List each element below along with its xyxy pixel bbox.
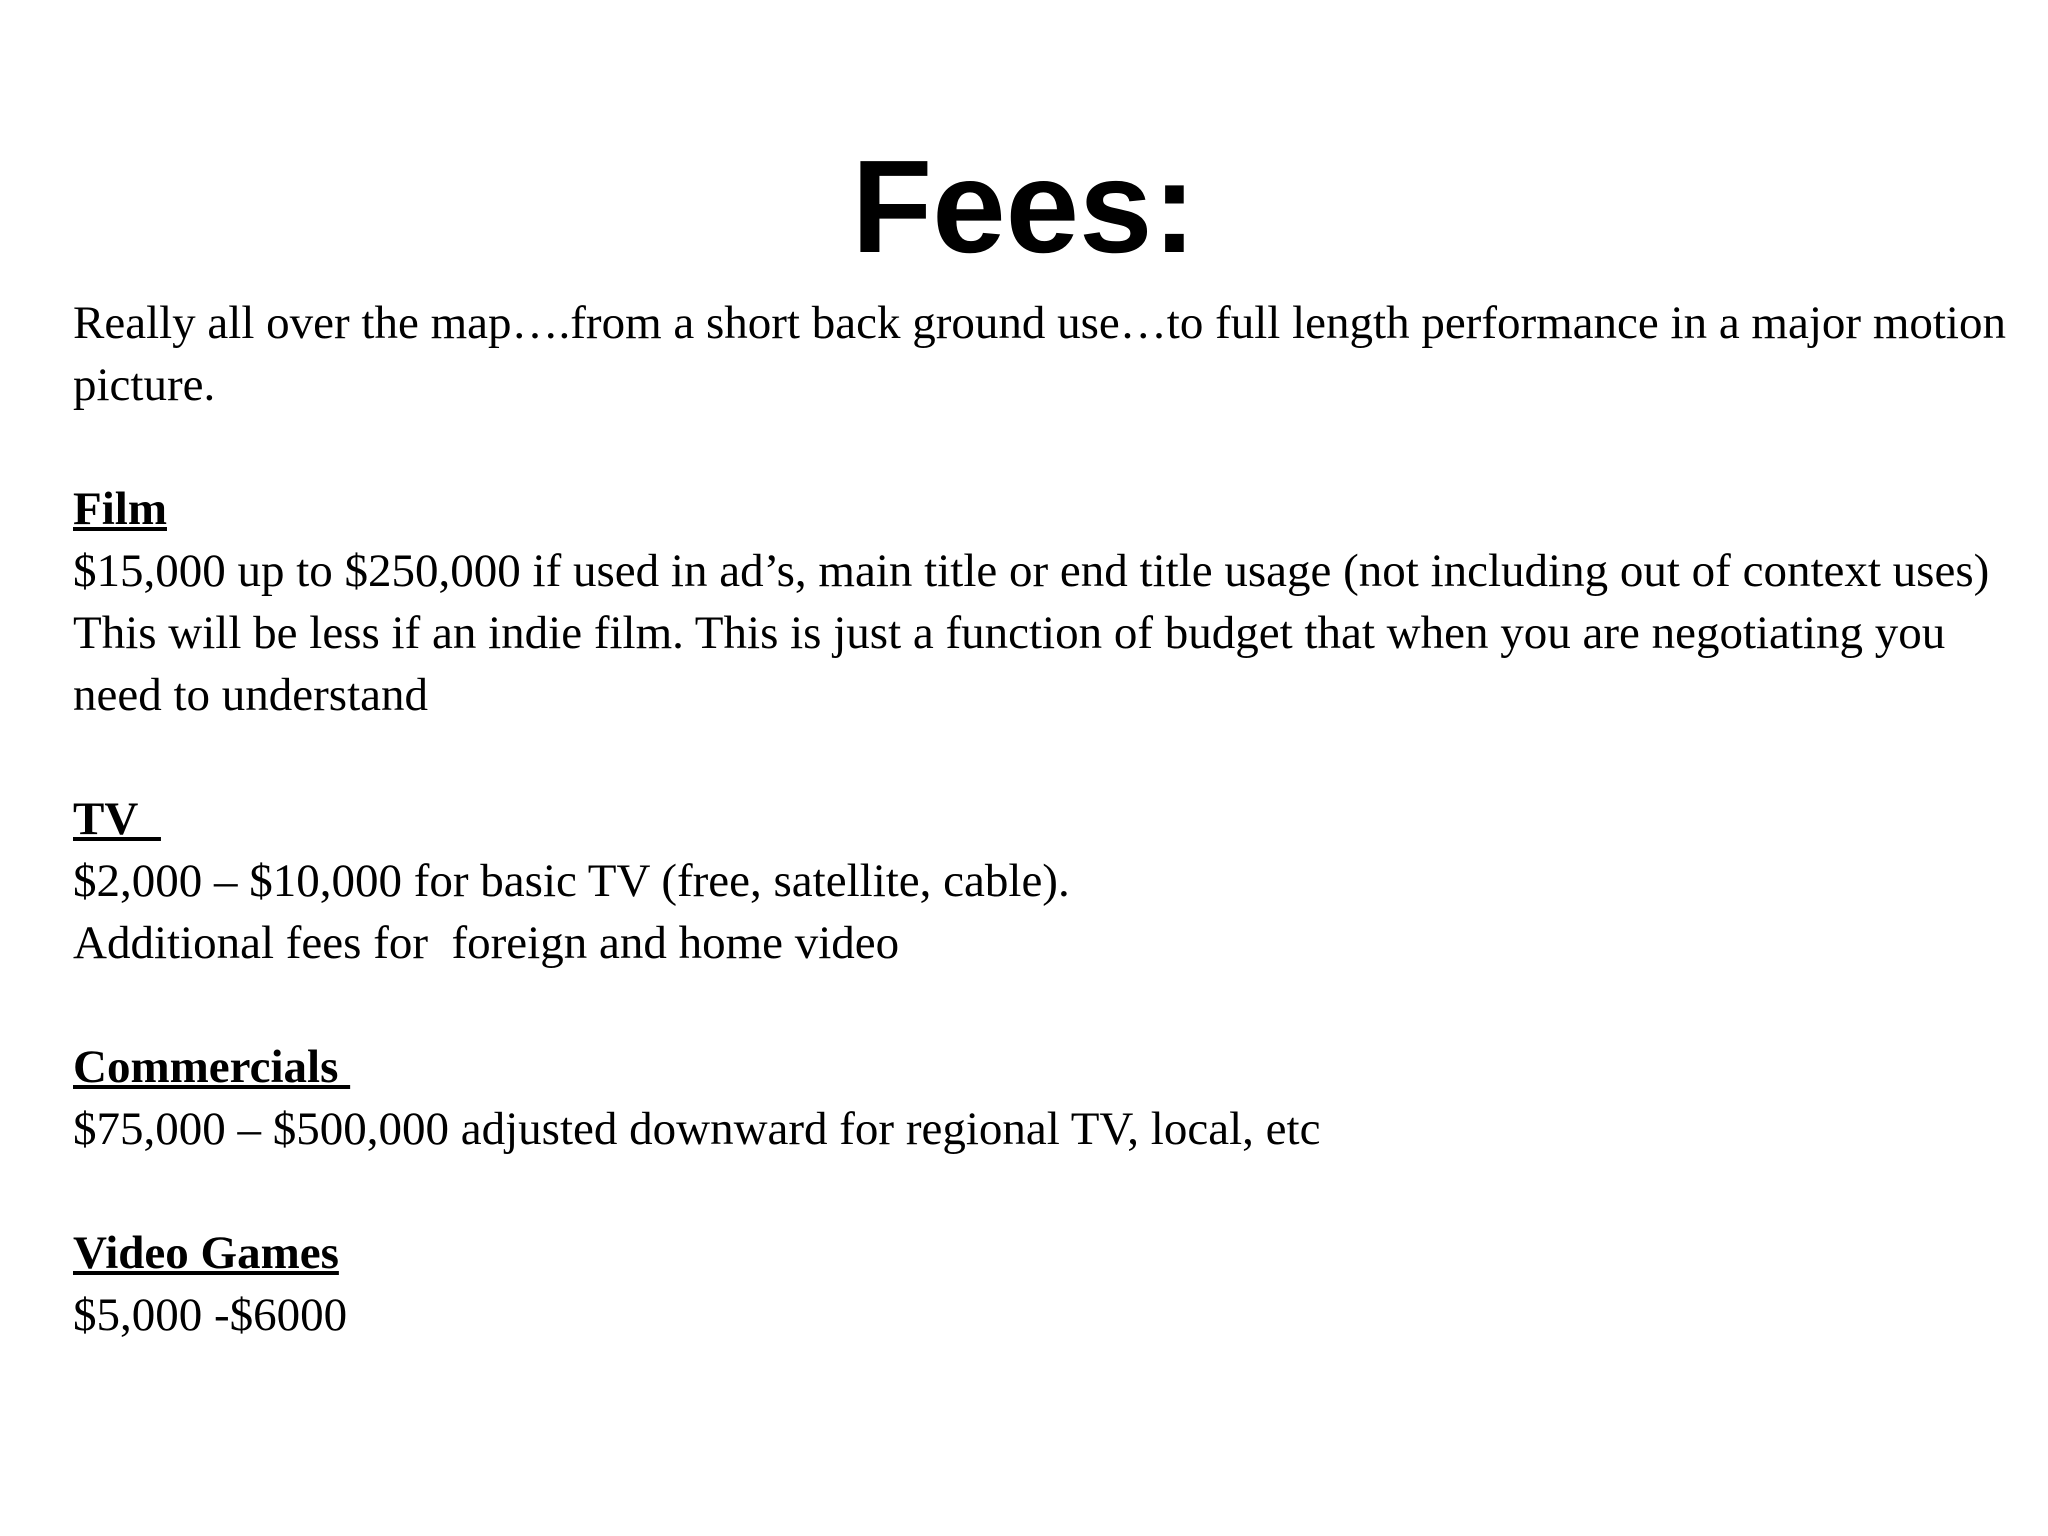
video-games-heading: Video Games: [73, 1227, 339, 1279]
tv-note-line: Additional fees for foreign and home video: [73, 917, 900, 969]
tv-section: [73, 788, 2013, 974]
spacer: [73, 416, 2013, 478]
spacer: [73, 1160, 2013, 1222]
film-fee-line: $15,000 up to $250,000 if used in ad’s, main title or end title usage (not including out of context uses): [73, 545, 1990, 597]
film-section: [73, 478, 2013, 726]
intro-text: Really all over the map….from a short back ground use…to full length performance in a major motion picture.: [73, 297, 2018, 411]
slide-body: [73, 292, 2018, 1346]
commercials-fee-line: $75,000 – $500,000 adjusted downward for regional TV, local, etc: [73, 1103, 1321, 1155]
commercials-heading: Commercials: [73, 1041, 351, 1093]
commercials-section: [73, 1036, 2013, 1160]
film-heading: Film: [73, 483, 167, 535]
spacer: [73, 726, 2013, 788]
spacer: [73, 974, 2013, 1036]
film-note-line: This will be less if an indie film. This is just a function of budget that when you are negotiating you need to understand: [73, 607, 1958, 721]
video-games-section: [73, 1222, 2013, 1346]
video-games-fee-line: $5,000 -$6000: [73, 1289, 348, 1341]
tv-fee-line: $2,000 – $10,000 for basic TV (free, satellite, cable).: [73, 855, 1070, 907]
tv-heading: TV: [73, 793, 161, 845]
slide-title: Fees:: [851, 133, 1197, 280]
